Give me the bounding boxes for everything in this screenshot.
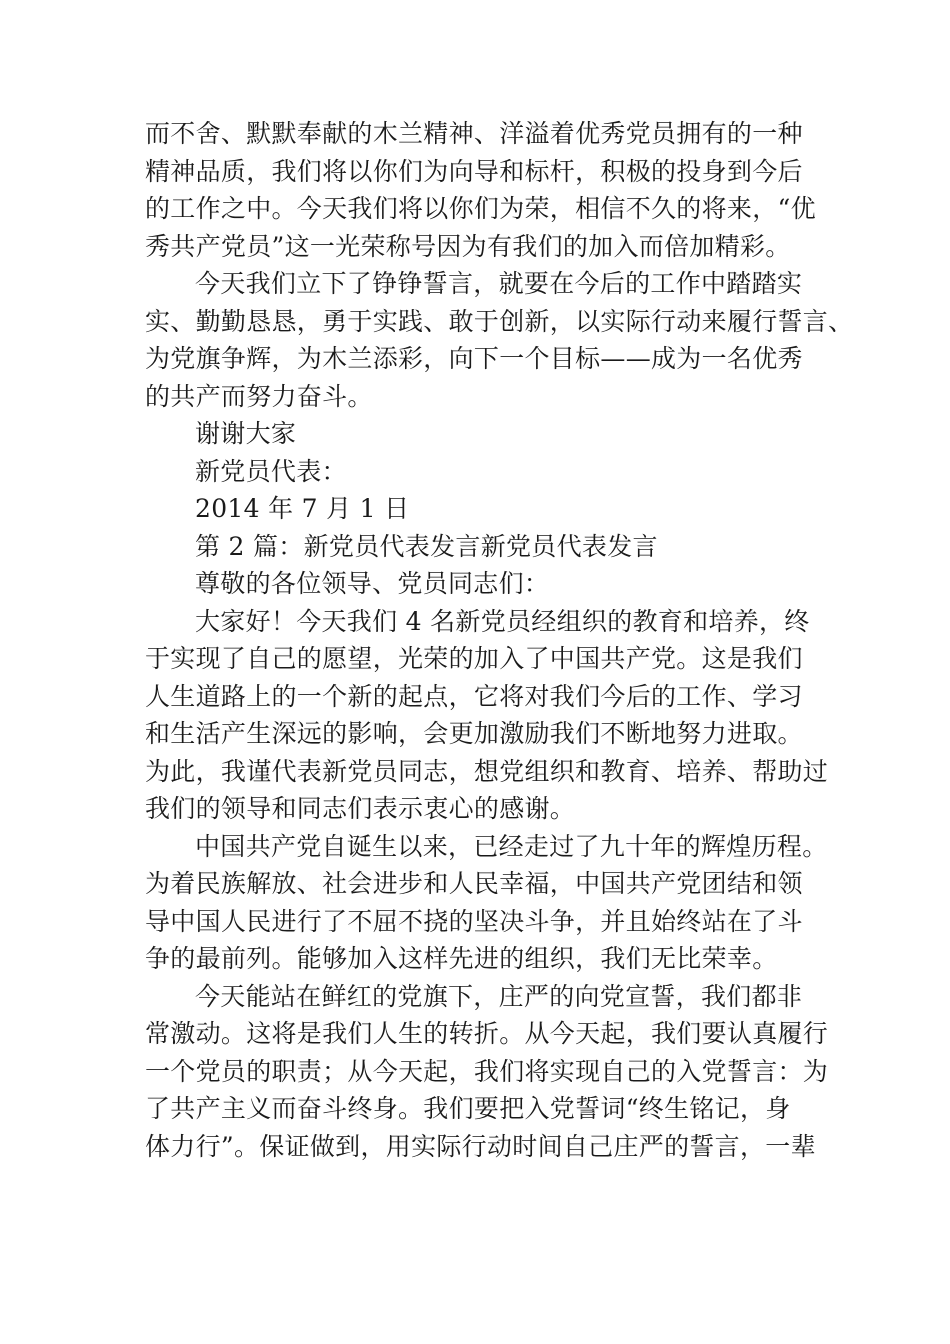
- text-line: 今天我们立下了铮铮誓言，就要在今后的工作中踏踏实: [195, 269, 803, 298]
- salutation: [145, 565, 810, 603]
- text-line: 于实现了自己的愿望，光荣的加入了中国共产党。这是我们: [145, 644, 803, 673]
- text-line: 我们的领导和同志们表示衷心的感谢。: [145, 794, 576, 823]
- text-line: 2014 年 7 月 1 日: [195, 494, 410, 523]
- text-line: 导中国人民进行了不屈不挠的坚决斗争，并且始终站在了斗: [145, 906, 803, 936]
- paragraph-2: [145, 265, 854, 415]
- text-line: 常激动。这将是我们人生的转折。从今天起，我们要认真履行: [145, 1019, 829, 1048]
- text-line: 争的最前列。能够加入这样先进的组织，我们无比荣幸。: [145, 944, 778, 973]
- text-line: 第 2 篇：新党员代表发言新党员代表发言: [195, 531, 658, 561]
- date-line: [145, 490, 810, 528]
- text-line: 和生活产生深远的影响，会更加激励我们不断地努力进取。: [145, 719, 803, 748]
- text-line: 今天能站在鲜红的党旗下，庄严的向党宣誓，我们都非: [195, 981, 803, 1011]
- closing-thanks: [145, 415, 810, 453]
- text-line: 体力行”。保证做到，用实际行动时间自己庄严的誓言，一辈: [145, 1131, 816, 1161]
- text-line: 实、勤勤恳恳，勇于实践、敢于创新，以实际行动来履行誓言、: [145, 306, 854, 336]
- signature-label: [145, 453, 810, 491]
- text-line: 为党旗争辉，为木兰添彩，向下一个目标——成为一名优秀: [145, 344, 803, 373]
- paragraph-history: [145, 828, 828, 978]
- text-line: 为此，我谨代表新党员同志，想党组织和教育、培养、帮助过: [145, 756, 829, 786]
- document-body: [145, 115, 854, 1165]
- text-line: 谢谢大家: [195, 419, 297, 448]
- text-line: 一个党员的职责；从今天起，我们将实现自己的入党誓言：为: [145, 1056, 829, 1086]
- text-line: 新党员代表：: [195, 456, 347, 486]
- text-line: 尊敬的各位领导、党员同志们：: [195, 569, 550, 598]
- paragraph-1: [145, 115, 816, 265]
- text-line: 为着民族解放、社会进步和人民幸福，中国共产党团结和领: [145, 869, 803, 898]
- text-line: 秀共产党员”这一光荣称号因为有我们的加入而倍加精彩。: [145, 231, 791, 261]
- text-line: 中国共产党自诞生以来，已经走过了九十年的辉煌历程。: [195, 831, 828, 861]
- paragraph-greeting: [145, 603, 829, 828]
- text-line: 了共产主义而奋斗终身。我们要把入党誓词“终生铭记，身: [145, 1094, 791, 1123]
- text-line: 人生道路上的一个新的起点，它将对我们今后的工作、学习: [145, 681, 803, 711]
- text-line: 大家好！今天我们 4 名新党员经组织的教育和培养，终: [195, 606, 810, 636]
- section-heading: [145, 528, 810, 566]
- text-line: 精神品质，我们将以你们为向导和标杆，积极的投身到今后: [145, 156, 803, 186]
- text-line: 而不舍、默默奉献的木兰精神、洋溢着优秀党员拥有的一种: [145, 119, 803, 148]
- paragraph-oath: [145, 978, 829, 1166]
- text-line: 的工作之中。今天我们将以你们为荣，相信不久的将来，“优: [145, 194, 816, 223]
- text-line: 的共产而努力奋斗。: [145, 381, 373, 411]
